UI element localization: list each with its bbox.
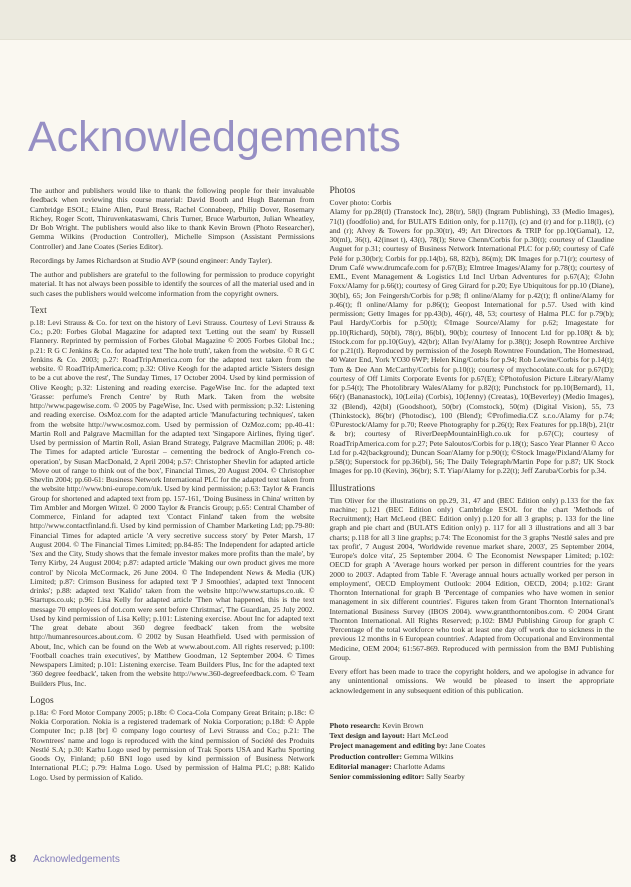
credit-row bbox=[330, 721, 615, 731]
illustrations-section-heading: Illustrations bbox=[329, 483, 375, 494]
footer-page-number: 8 bbox=[10, 853, 17, 865]
credit-value: Gemma Wilkins bbox=[403, 751, 454, 761]
text-section-body: p.18: Levi Strauss & Co. for text on the history of Levi Strauss. Courtesy of Levi Strauss & Co.; p.20: Forbes Global Magazine for adapted text 'Letting out the seam' by Russell Flannery. Reprinted by permission of Forbes Global Magazine © 2005 Forbes Global Inc.; p.21: R G C Jenkins & Co. for adapted text 'The hole truth', taken from the website. © R G C Jenkins & Co. 2003; p.27: RoadTripAmerica.com for the adapted text taken from the website. © RoadTripAmerica.com; p.32: Olive Keogh for the adapted article 'Sisters design to be a cut above the rest', The Sunday Times, 17 October 2004. Used by kind permission of Olive Keogh; p.32: Listening and reading exercise. PageWise Inc. for the adapted text 'Grasse: perfume's French Centre' by Ruth Mark. Taken from the website http://www.pagewise.com. © 2005 by PageWise, Inc. Used with permission; p.32: Listening and reading exercise. OsMoz.com for the adapted article 'Manufacturing techniques', taken from the website http://www.osmoz.com. Used by permission of OzMoz.com; pp.40-41: Martin Roll and Palgrave Macmillan for the adapted text 'Singapore Airlines, flying tiger'. Used by permission of Martin Roll, Asian Brand Strategy, Palgrave Macmillan 2006; p. 48: The Times for adapted article 'Eurostar – cementing the bedrock of Anglo-French co-operation', by Susan MacDonald, 2 April 2004; p.57: Christopher Shevlin for adapted article 'Move out of range to think out of the box', Financial Times, 20 August 2004. © Christopher Shevlin 2004; pp.60-61: Business Network International PLC for the adapted text taken from the website http://www.bni-europe.com/uk. Used by kind permission; p.63: Taylor & Francis Group for shortened and adapted text from pp. 157-161, 'Doing Business in China' written by Tim Ambler and Morgen Witzel. © 2000 Taylor & Francis Group; p.65: Central Chamber of Commerce, Finland for adapted text 'Contact Finland' taken from the website http://www.contactfinland.fi. Used by kind permission of Chamber Marketing Ltd; pp.79-80: Financial Times for adapted article 'A very secretive success story' by Peter Marsh, 17 August 2004. © The Financial Times Limited; pp.84-85: The Independent for adapted article 'Sex and the City, Study shows that the female investor makes more profits than the male', by Terry Kirby, 24 August 2004; p.87: adapted article 'Making our own product gives me more control' by Nicola McCormack, 26 June 2004. © The Independent News & Media (UK) Limited; p.87: Crimson Business for adapted text 'P J Smoothies', adapted text 'Innocent drinks'; p.88: adapted text 'Kalido' taken from the website http://www.startups.co.uk. © Startups.co.uk; p.96: Lisa Kelly for adapted article 'Then what happened, this is the text message 70 employees of dot.com were sent before Christmas', The Guardian, 25 July 2002. Used by kind permission of Lisa Kelly; p.101: Listening exercise. About Inc for adapted text 'The great debate about 360 degree feedback' taken from the website http://humanresources.about.com. © 2002 by Susan Heathfield. Used with permission of About, Inc, which can be found on the Web at www.about.com. All rights reserved; p.100: 'Football coaches train executives', by Matthew Goodman, 12 September 2004. © Times Newspapers Limited; p.101: Listening exercise. Team Builders Plus, Inc for the adapted text '360 degree feedback', taken from the website http://www.360-degreefeedback.com. © Team Builders Plus, Inc. bbox=[30, 317, 315, 688]
credit-value: Jane Coates bbox=[449, 741, 486, 751]
credit-label: Senior commissioning editor: bbox=[329, 772, 425, 781]
right-column bbox=[330, 186, 615, 787]
credit-value: Charlotte Adams bbox=[393, 761, 445, 771]
credit-label: Project management and editing by: bbox=[329, 741, 448, 751]
credit-row bbox=[330, 741, 615, 751]
photos-section-heading: Photos bbox=[329, 186, 356, 196]
credit-label: Production controller: bbox=[329, 751, 402, 761]
page-top-scan-band bbox=[0, 0, 631, 40]
credit-value: Sally Searby bbox=[426, 772, 465, 781]
photos-section-body: Alamy for pp.28(tl) (Transtock Inc), 28(tr), 58(l) (Ingram Publishing), 33 (Medio Images), 71(l) (foodfolio) and, for BULATS Edition only, for p.117(l), (c) and (r) and for p.118(l), (c) and (r); Alvey & Towers for pp.30(tr), 49; Art Directors & TRIP for pp.10(Gamal), 12, 30(ml), 36(t), 42(inset t), 43(t), 78(l); Steve Chenn/Corbis for p.30(t); courtesy of Claudine Auguet for p.31; courtesy of Business Network International PLC for p.60; courtesy of Café Pelé for p.30(br); Corbis for pp.14(b), 68, 82(b), 86(m); DK Images for p.71(r); courtesy of Drum Café www.drumcafe.com for p.67(B); Elmtree Images/Alamy for p.78(t); courtesy of EML, Event Management & Logistics Ltd Incl Urban Adventures for p.67(A); ©John Foxx/Alamy for p.66(t); courtesy of Greg Girard for p.20; Eye Ubiquitous for pp.10 (Diane), 30(bl), 65; Jon Feingersh/Corbis for p.98; fl online/Alamy for p.42(t); fl online/Alamy for p.46(t); fl online/Alamy for p.86(t); Geopost International for p.57. Used with kind permission; Getty Images for pp.43(b), 46(r), 48, 53; courtesy of Halma PLC for p.79(b); Paul Hardy/Corbis for p.50(t); ©Image Source/Alamy for p.62; Imagestate for pp.10(Richard), 50(bl), 78(r), 86(bl), 90(b); courtesy of Innocent Ltd for pp.108(t & b); IStock.com for pp.10(Guy), 42(br); Allan Ivy/Alamy for p.38(t); Joseph Rowntree Archive for p.21(tl). Reproduced by permission of the Joseph Rowntree Foundation, The Homestead, 40 Water End, York YO30 6WP; Helen King/Corbis for p.94; Rob Lewine/Corbis for p.14(t); Tom & Dee Ann McCarthy/Corbis for p.10(t); courtesy of mychocolate.co.uk for p.67(D); courtesy of Off Limits Corporate Events for p.67(E); ©Photofusion Picture Library/Alamy for p.54(t); The Photolibrary Wales/Alamy for p.82(t); Punchstock for pp.10(Bernard), 11, 66(r) (Bananastock), 10(Leila) (Corbis), 10(Jenny) (Creatas), 10(Beverley) (Medio Images), 32 (Blend), 42(bl) (Goodshoot), 50(br) (Comstock), 50(m) (Digital Vision), 55, 73 (Thinkstock), 86(br) (Photodisc), 100 (Blend); ©Profimedia.CZ s.r.o./Alamy for p.74; ©Purestock/Alamy for p.70; Reeve Photography for p.26(t); Rex Features for pp.18(b), 21(tr & br); courtesy of RiverDeepMountainHigh.co.uk for p.67(C); courtesy of RoadTripAmerica.com for p.27; Pete Saloutos/Corbis for p.18(t); Sasco Year Planner © Acco Ltd for p.42(background); Duncan Soar/Alamy for p.90(t); ©Stock Image/Pixland/Alamy for p.58(t); Superstock for pp.36(bl), 56; The Daily Telegraph/Martin Pope for p.87; UK Stock Images for pp.10 (Kevin), 36(br); S.T. Yiap/Alamy for p.22(t); Jeff Zaruba/Corbis for p.34. bbox=[329, 207, 614, 476]
credit-row bbox=[330, 752, 615, 762]
intro-paragraph-3: The author and publishers are grateful to the following for permission to produce copyright material. It has not always been possible to identify the sources of all the material used and in such cases the publishers would welcome information from the copyright owners. bbox=[30, 270, 315, 298]
credit-label: Text design and layout: bbox=[329, 731, 405, 740]
photos-cover-line: Cover photo: Corbis bbox=[329, 198, 392, 207]
credit-value: Kevin Brown bbox=[382, 720, 424, 730]
credit-label: Photo research: bbox=[329, 720, 381, 730]
footer-title: Acknowledgements bbox=[33, 854, 120, 865]
credit-row bbox=[330, 762, 615, 772]
page-title: Acknowledgements bbox=[28, 112, 401, 161]
credit-row bbox=[330, 731, 615, 741]
intro-paragraph-2: Recordings by James Richardson at Studio AVP (sound engineer: Andy Tayler). bbox=[30, 255, 273, 265]
left-column bbox=[30, 186, 315, 787]
logos-section-body: p.18a: © Ford Motor Company 2005; p.18b: © Coca-Cola Company Great Britain; p.18c: © Nokia Corporation. Nokia is a registered trademark of Nokia Corporation; p.18d: © Apple Computer Inc; p.18 [br] © company logo courtesy of Levi Strauss and Co.; p.21: The 'Rowntrees' name and logo is reproduced with the kind permission of Société des Produits Nestlé S.A; p.30: Karhu Logo used by permission of Trak Sports USA and Karhu Sporting Goods Oy, Finland; p.60 BNI logo used by kind permission of Business Network International PLC; p.79: Halma Logo. Used by permission of Halma PLC; p.88: Kalido Logo. Used by permission of Kalido. bbox=[30, 707, 315, 782]
credits-block bbox=[330, 721, 615, 783]
illustrations-section-body: Tim Oliver for the illustrations on pp.29, 31, 47 and (BEC Edition only) p.133 for the fax machine; p.121 (BEC Edition only) Cambridge ESOL for the chart 'Methods of Recruitment); Hart McLeod (BEC Edition only) p.120 for all 3 graphs; p. 133 for the line graph and pie chart and (BULATS Edition only) p. 117 for all 3 illustrations and all 3 bar charts; p.118 for all 3 line graphs; p.74: The Economist for the 3 graphs 'Nestlé sales and pre tax profit', 7 August 2004, 'Worldwide revenue market share, 2003', 25 September 2004, 'Europe's dolce vita', 25 September 2004. © The Economist Newspaper Limited; p.102: OECD for graph A 'Average hours worked per person in different countries for the years 2000 to 2003'. Adapted from Table F. 'Average annual hours actually worked per person in employment', OECD Employment Outlook: 2004 Edition, OECD, 2004; p.102: Grant Thornton International for graph B 'Percentage of companies who have women in senior management in six different countries'. Figures taken from Grant Thornton International's International Business Survey (IBOS 2004). www.grantthorntonibos.com. © 2004 Grant Thornton International. All Rights Reserved; p.102: BMJ Publishing Group for graph C 'Percentage of the total workforce who took at least one day off work due to sickness in the previous 12 months in 6 European countries'. Adapted from Occupational and Environmental Medicine, OEM 2004; 61:567-869. Reproduced with permission from the BMJ Publishing Group. bbox=[329, 495, 614, 662]
credit-value: Hart McLeod bbox=[406, 731, 448, 740]
two-column-body bbox=[30, 186, 614, 787]
intro-paragraph-1: The author and publishers would like to thank the following people for their invaluable feedback when reviewing this course material: David Booth and Hugh Bateman from Cambridge ESOL; Elaine Allen, Paul Bress, Rachel Connabeep, Philip Dover, Rosemary Richey, Roger Scott, Thiruvenkataswami, Chris Turner, Bruce Warburton, Julian Wheatley, Dr Bob Wright. The publishers would also like to thank Kevin Brown (Photo Researcher), Gemma Wilkins (Production Controller), Michelle Simpson (Assistant Permissions Controller) and Jane Coates (Series Editor). bbox=[30, 186, 315, 251]
closing-paragraph: Every effort has been made to trace the copyright holders, and we apologise in advance for any unintentional omissions. We would be pleased to insert the appropriate acknowledgement in any subsequent edition of this publication. bbox=[329, 667, 614, 695]
credit-label: Editorial manager: bbox=[329, 761, 392, 771]
credit-row bbox=[330, 772, 615, 782]
logos-section-heading: Logos bbox=[30, 695, 54, 706]
page-footer bbox=[10, 853, 120, 865]
text-section-heading: Text bbox=[30, 305, 47, 316]
